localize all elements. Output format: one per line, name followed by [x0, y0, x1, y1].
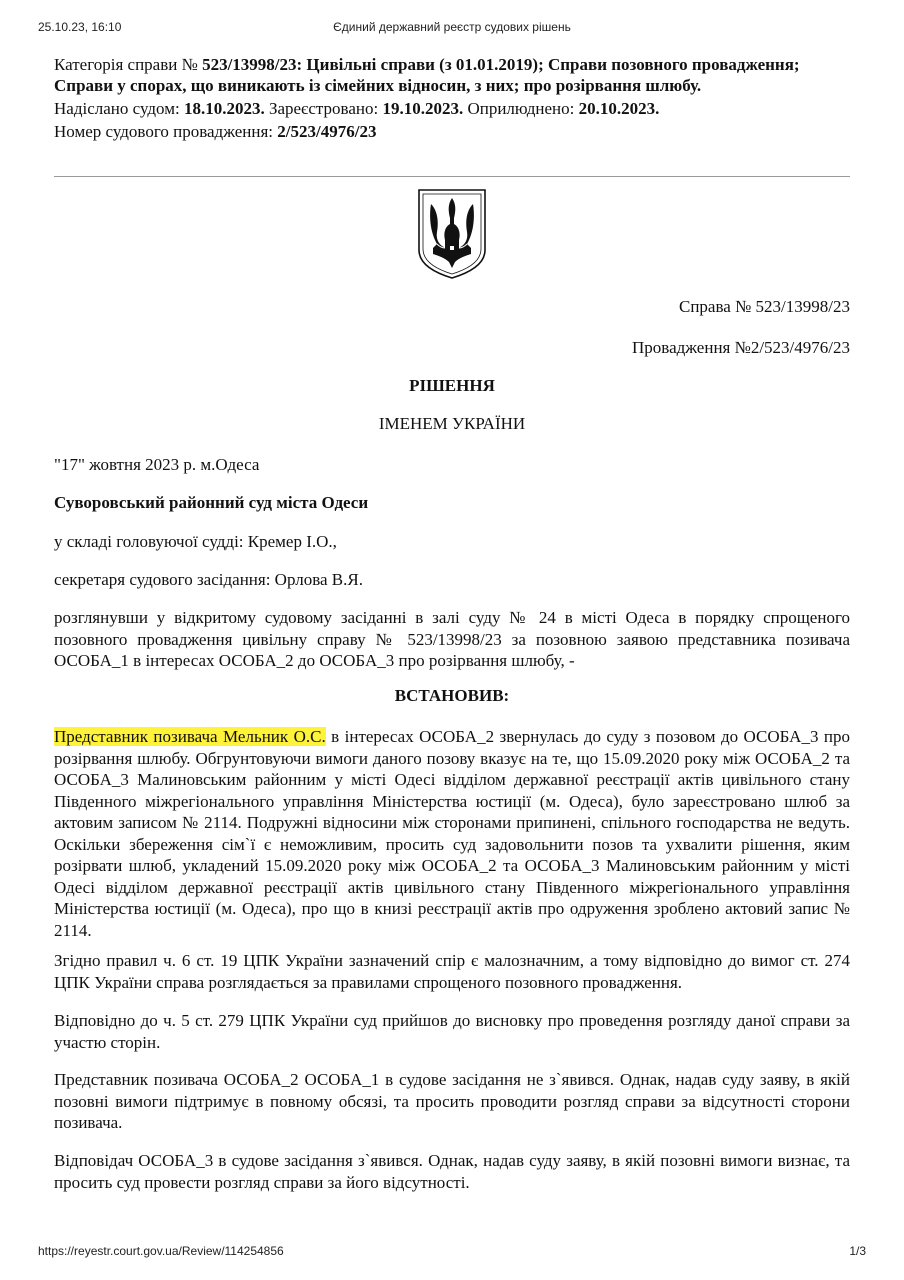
case-number: Справа № 523/13998/23	[679, 297, 850, 316]
coat-of-arms-of-ukraine-icon	[417, 188, 487, 280]
published-label: Оприлюднено:	[463, 99, 579, 118]
procedure-paragraph: Згідно правил ч. 6 ст. 19 ЦПК України зазначений спір є малозначним, а тому відповідно до вимог ст. 274 ЦПК України справа розглядається за правилами спрощеного позовного провадження.	[54, 951, 850, 992]
decision-heading: РІШЕННЯ	[409, 376, 495, 395]
case-category	[54, 54, 824, 96]
participation-paragraph: Відповідно до ч. 5 ст. 279 ЦПК України суд прийшов до висновку про проведення розгляду даної справи за участю сторін.	[54, 1011, 850, 1052]
case-dates	[54, 98, 824, 119]
judge-line: у складі головуючої судді: Кремер І.О.,	[54, 532, 337, 551]
highlighted-representative: Представник позивача Мельник О.С.	[54, 727, 326, 746]
court-name: Суворовський районний суд міста Одеси	[54, 493, 369, 512]
claim-paragraph	[54, 726, 850, 941]
proceeding-value: 2/523/4976/23	[277, 122, 377, 141]
sent-value: 18.10.2023.	[183, 99, 265, 118]
date-place: "17" жовтня 2023 р. м.Одеса	[54, 455, 260, 474]
claim-paragraph-text: в інтересах ОСОБА_2 звернулась до суду з позовом до ОСОБА_3 про розірвання шлюбу. Обгрунтовуючи вимоги даного позову вказує на те, що 15.09.2020 року між ОСОБА_2 та ОСОБА_3 Малиновським районним у місті Одесі відділом державної реєстрації актів цивільного стану Південного міжрегіонального управління Міністерства юстиції (м. Одеса), було зареєстровано шлюб за актовим записом № 2114. Подружні відносини між сторонами припинені, спільного господарства не ведуть. Оскільки збереження сім`ї є неможливим, просить суд задовольнити позов та ухвалити рішення, яким розірвати шлюб, укладений 15.09.2020 року між ОСОБА_2 та ОСОБА_3 Малиновським районним у місті Одесі відділом державної реєстрації актів цивільного стану Південного міжрегіонального управління Міністерства юстиції (м. Одеса), про що в книзі реєстрації актів про одруження зроблено актовий запис № 2114.	[54, 727, 850, 940]
sent-label: Надіслано судом:	[54, 99, 184, 118]
registered-label: Зареєстровано:	[264, 99, 383, 118]
defendant-paragraph: Відповідач ОСОБА_3 в судове засідання з`явився. Однак, надав суду заяву, в якій позовні вимоги визнає, та просить суд провести розгляд справи за його відсутності.	[54, 1151, 850, 1192]
proceeding-number-line	[54, 121, 824, 142]
intro-paragraph: розглянувши у відкритому судовому засіданні в залі суду № 24 в місті Одеса в порядку спрощеного позовного провадження цивільну справу № 523/13998/23 за позовною заявою представника позивача ОСОБА_1 в інтересах ОСОБА_2 до ОСОБА_3 про розірвання шлюбу, -	[54, 608, 850, 670]
page-url: https://reyestr.court.gov.ua/Review/114254856	[38, 1244, 284, 1258]
decision-subheading: ІМЕНЕМ УКРАЇНИ	[378, 414, 526, 433]
secretary-line: секретаря судового засідання: Орлова В.Я.	[54, 570, 363, 589]
category-value: 523/13998/23: Цивільні справи (з 01.01.2019); Справи позовного провадження; Справи у спорах, що виникають із сімейних відносин, з них; про розірвання шлюбу.	[54, 55, 800, 95]
print-timestamp: 25.10.23, 16:10	[38, 20, 122, 34]
print-page-title: Єдиний державний реєстр судових рішень	[333, 20, 571, 34]
page-number: 1/3	[849, 1244, 866, 1258]
published-value: 20.10.2023.	[578, 99, 660, 118]
category-label: Категорія справи №	[54, 55, 203, 74]
plaintiff-absence-paragraph: Представник позивача ОСОБА_2 ОСОБА_1 в судове засідання не з`явився. Однак, надав суду заяву, в якій позовні вимоги підтримує в повному обсязі, та просить проводити розгляд справи за відсутності сторони позивача.	[54, 1070, 850, 1132]
established-heading: ВСТАНОВИВ:	[394, 686, 510, 705]
registered-value: 19.10.2023.	[382, 99, 464, 118]
proceeding-label: Номер судового провадження:	[54, 122, 278, 141]
proceeding-number: Провадження №2/523/4976/23	[632, 338, 850, 357]
header-divider	[54, 176, 850, 177]
case-meta	[54, 54, 824, 144]
